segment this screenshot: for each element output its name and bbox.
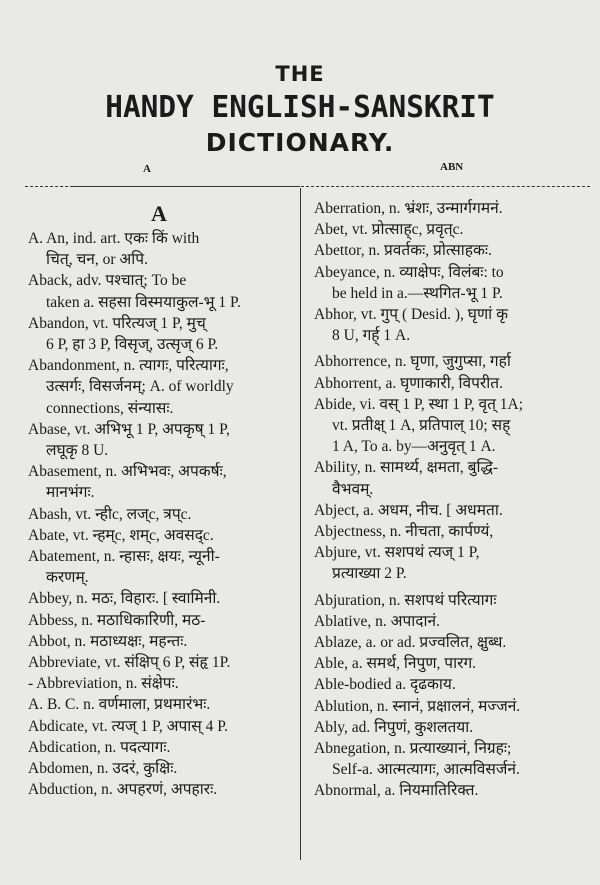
entry-continuation: be held in a.—स्थगित-भू 1 P. bbox=[332, 284, 503, 302]
dictionary-entry bbox=[314, 696, 594, 717]
dictionary-entry bbox=[28, 716, 290, 737]
dictionary-entry bbox=[28, 673, 290, 694]
entry-headline: Ablative, n. अपादानं. bbox=[314, 612, 441, 630]
entry-continuation: 6 P, हा 3 P, विसृज्, उत्सृज् 6 P. bbox=[46, 336, 219, 354]
running-head-right: ABN bbox=[440, 161, 464, 173]
entry-headline: Abjectness, n. नीचता, कार्पण्यं, bbox=[314, 523, 494, 541]
dictionary-entry bbox=[28, 652, 290, 673]
entry-headline: Abdicate, vt. त्यज् 1 P, अपास् 4 P. bbox=[28, 717, 229, 735]
entry-headline: Abject, a. अधम, नीच. [ अधमता. bbox=[314, 501, 503, 519]
entry-continuation: 8 U, गर्ह् 1 A. bbox=[332, 327, 411, 345]
dictionary-entry bbox=[28, 355, 290, 419]
entry-headline: - Abbreviation, n. संक्षेपः. bbox=[28, 675, 179, 693]
left-column bbox=[28, 200, 290, 800]
dictionary-entry bbox=[28, 546, 290, 588]
dictionary-entry bbox=[314, 219, 594, 240]
dictionary-entry bbox=[28, 737, 290, 758]
entry-continuation: taken a. सहसा विस्मयाकुल-भू 1 P. bbox=[46, 293, 241, 311]
entry-headline: Abeyance, n. व्याक्षेपः, विलंबः: to bbox=[314, 263, 504, 281]
entry-headline: Able-bodied a. दृढकाय. bbox=[314, 676, 456, 694]
entry-continuation: चित्, चन, or अपि. bbox=[46, 251, 148, 269]
dictionary-entry bbox=[28, 504, 290, 525]
title-the: THE bbox=[275, 62, 325, 86]
entry-headline: Abduction, n. अपहरणं, अपहारः. bbox=[28, 781, 218, 799]
dictionary-entry bbox=[314, 351, 594, 372]
dictionary-entry bbox=[28, 525, 290, 546]
entry-continuation: vt. प्रतीक्ष् 1 A, प्रतिपाल् 10; सह् bbox=[332, 417, 511, 435]
entry-headline: Aback, adv. पश्चात्; To be bbox=[28, 272, 187, 290]
entry-headline: Abjuration, n. सशपथं परित्यागः bbox=[314, 591, 497, 609]
dictionary-entry bbox=[28, 419, 290, 461]
dictionary-entry bbox=[28, 228, 290, 270]
right-column bbox=[314, 198, 594, 802]
dictionary-entry bbox=[314, 457, 594, 499]
entry-headline: Abnormal, a. नियमातिरिक्त. bbox=[314, 782, 479, 800]
entry-headline: Abhorrent, a. घृणाकारी, विपरीत. bbox=[314, 374, 503, 392]
dictionary-entry bbox=[314, 262, 594, 304]
dictionary-entry bbox=[314, 590, 594, 611]
dictionary-entry bbox=[314, 500, 594, 521]
entry-headline: Ably, ad. निपुणं, कुशलतया. bbox=[314, 718, 474, 736]
section-letter: A bbox=[151, 201, 167, 226]
entry-continuation: प्रत्याख्या 2 P. bbox=[332, 565, 407, 583]
entry-headline: Ability, n. सामर्थ्य, क्षमता, बुद्धि- bbox=[314, 459, 499, 477]
entry-continuation: मानभंगः. bbox=[46, 484, 95, 502]
entry-headline: Abnegation, n. प्रत्याख्यानं, निग्रहः; bbox=[314, 740, 512, 758]
title-sub: DICTIONARY. bbox=[205, 128, 395, 157]
entry-headline: Abatement, n. न्हासः, क्षयः, न्यूनी- bbox=[28, 548, 220, 566]
entry-headline: Ablaze, a. or ad. प्रज्वलित, क्षुब्ध. bbox=[314, 634, 507, 652]
entry-headline: Abide, vi. वस् 1 P, स्था 1 P, वृत् 1A; bbox=[314, 395, 524, 413]
dictionary-entry bbox=[28, 461, 290, 503]
entry-headline: Abdomen, n. उदरं, कुक्षिः. bbox=[28, 760, 178, 778]
dictionary-entry bbox=[314, 717, 594, 738]
entry-headline: Abase, vt. अभिभू 1 P, अपकृष् 1 P, bbox=[28, 420, 230, 438]
entry-headline: Aberration, n. भ्रंशः, उन्मार्गगमनं. bbox=[314, 200, 503, 217]
entry-continuation: connections, संन्यासः. bbox=[46, 399, 174, 417]
dictionary-entry bbox=[314, 611, 594, 632]
entry-headline: Ablution, n. स्नानं, प्रक्षालनं, मज्जनं. bbox=[314, 697, 521, 715]
entry-headline: Abandonment, n. त्यागः, परित्यागः, bbox=[28, 357, 229, 375]
entry-continuation: Self-a. आत्मत्यागः, आत्मविसर्जनं. bbox=[332, 761, 520, 779]
dictionary-entry bbox=[28, 313, 290, 355]
entry-headline: Abdication, n. पदत्यागः. bbox=[28, 738, 171, 756]
entry-headline: Abhor, vt. गुप् ( Desid. ), घृणां कृ bbox=[314, 306, 508, 324]
title-main: HANDY ENGLISH-SANSKRIT bbox=[105, 90, 495, 125]
entry-headline: Abandon, vt. परित्यज् 1 P, मुच् bbox=[28, 314, 206, 332]
dictionary-entry bbox=[28, 610, 290, 631]
entry-continuation: करणम्. bbox=[46, 569, 89, 587]
entry-headline: A. An, ind. art. एकः किं with bbox=[28, 230, 200, 247]
entry-continuation: वैभवम्. bbox=[332, 480, 374, 498]
dictionary-entry bbox=[28, 758, 290, 779]
entry-headline: Abash, vt. न्हीc, लज्c, त्रप्c. bbox=[28, 505, 192, 523]
dictionary-entry bbox=[28, 694, 290, 715]
entry-continuation: 1 A, To a. by—अनुवृत् 1 A. bbox=[332, 438, 496, 456]
entry-headline: Abasement, n. अभिभवः, अपकर्षः, bbox=[28, 463, 227, 481]
dictionary-entry bbox=[314, 198, 594, 219]
dictionary-entry bbox=[28, 270, 290, 312]
dictionary-entry bbox=[314, 780, 594, 801]
entry-headline: Abhorrence, n. घृणा, जुगुप्सा, गर्हा bbox=[314, 353, 511, 371]
entry-headline: Abbey, n. मठः, विहारः. [ स्वामिनी. bbox=[28, 590, 221, 608]
column-divider bbox=[300, 188, 301, 860]
entry-headline: Abjure, vt. सशपथं त्यज् 1 P, bbox=[314, 544, 480, 562]
entry-headline: Abbess, n. मठाधिकारिणी, मठ- bbox=[28, 611, 206, 629]
dictionary-entry bbox=[28, 588, 290, 609]
dictionary-entry bbox=[314, 304, 594, 346]
entry-headline: Able, a. समर्थ, निपुण, पारग. bbox=[314, 655, 477, 673]
entry-headline: Abet, vt. प्रोत्साह्c, प्रवृत्c. bbox=[314, 221, 464, 239]
dictionary-entry bbox=[28, 631, 290, 652]
entry-continuation: उत्सर्गः, विसर्जनम्; A. of worldly bbox=[46, 378, 234, 396]
dictionary-entry bbox=[314, 394, 594, 458]
dictionary-entry bbox=[314, 373, 594, 394]
entry-headline: Abate, vt. न्हम्c, शम्c, अवसद्c. bbox=[28, 526, 214, 544]
entry-headline: Abbreviate, vt. संक्षिप् 6 P, संहृ 1P. bbox=[28, 654, 231, 672]
entry-continuation: लघूकृ 8 U. bbox=[46, 442, 109, 460]
dictionary-entry bbox=[314, 240, 594, 261]
dictionary-entry bbox=[314, 738, 594, 780]
dictionary-entry bbox=[314, 521, 594, 542]
running-head-left: A bbox=[143, 163, 151, 175]
entry-headline: Abbot, n. मठाध्यक्षः, महन्तः. bbox=[28, 632, 188, 650]
entry-headline: A. B. C. n. वर्णमाला, प्रथमारंभः. bbox=[28, 696, 211, 714]
dictionary-entry bbox=[314, 632, 594, 653]
dictionary-entry bbox=[314, 542, 594, 584]
dictionary-entry bbox=[28, 779, 290, 800]
entry-headline: Abettor, n. प्रवर्तकः, प्रोत्साहकः. bbox=[314, 242, 492, 260]
header-rule-solid bbox=[70, 186, 300, 187]
dictionary-entry bbox=[314, 674, 594, 695]
dictionary-entry bbox=[314, 653, 594, 674]
